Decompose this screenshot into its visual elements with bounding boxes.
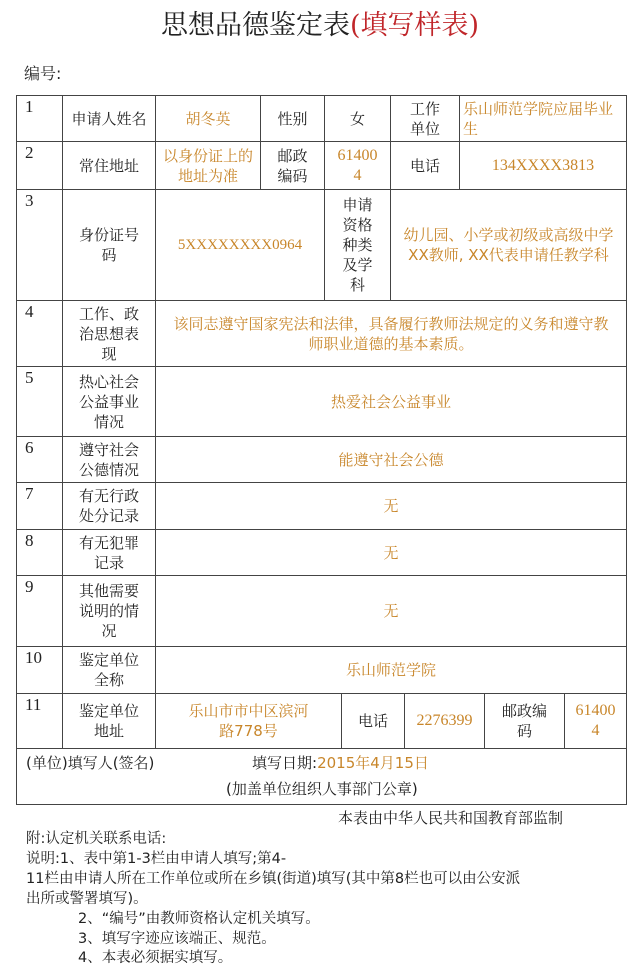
unit-name-label: 鉴定单位全称 [62,646,156,694]
public-welfare-value: 热爱社会公益事业 [155,366,627,437]
stamp-note: (加盖单位组织人事部门公章) [226,780,418,798]
row-number: 4 [16,300,63,367]
row-number: 6 [16,436,63,483]
address-label: 常住地址 [62,141,156,190]
other-label: 其他需要说明的情况 [62,575,156,647]
postcode-label: 邮政编码 [260,141,325,190]
row-number: 8 [16,529,63,576]
note-line: 附:认定机关联系电话: [26,831,167,847]
unit-phone-label: 电话 [341,693,405,749]
gender-label: 性别 [260,95,325,142]
row-number: 2 [16,141,63,190]
penalty-value: 无 [155,482,627,530]
gender-value: 女 [324,95,391,142]
note-line: 出所或警署填写)。 [26,891,148,907]
unit-address-label: 鉴定单位地址 [62,693,156,749]
unit-postcode-label: 邮政编码 [484,693,565,749]
fill-date-label: 填写日期: [252,754,318,772]
crime-label: 有无犯罪记录 [62,529,156,576]
note-line: 3、填写字迹应该端正、规范。 [78,931,276,947]
morality-value: 能遵守社会公德 [155,436,627,483]
title-sample: (填写样表) [349,10,480,41]
name-value: 胡冬英 [155,95,261,142]
row-number: 9 [16,575,63,647]
qualification-value: 幼儿园、小学或初级或高级中学XX教师, XX代表申请任教学科 [390,189,627,301]
note-line: 2、“编号”由教师资格认定机关填写。 [78,911,320,927]
row-number: 5 [16,366,63,437]
unit-phone-value: 2276399 [404,693,485,749]
number-label: 编号: [24,64,62,83]
title-main: 思想品德鉴定表 [160,10,350,41]
unit-address-value: 乐山市市中区滨河路778号 [155,693,342,749]
penalty-label: 有无行政处分记录 [62,482,156,530]
note-line: 11栏由申请人所在工作单位或所在乡镇(街道)填写(其中第8栏也可以由公安派 [26,871,521,887]
conduct-label: 工作、政治思想表现 [62,300,156,367]
morality-label: 遵守社会公德情况 [62,436,156,483]
supervised-by: 本表由中华人民共和国教育部监制 [338,809,564,827]
filler-signature-label: (单位)填写人(签名) [26,754,155,772]
id-label: 身份证号码 [62,189,156,301]
crime-value: 无 [155,529,627,576]
unit-name-value: 乐山师范学院 [155,646,627,694]
work-label: 工作单位 [390,95,460,142]
conduct-value: 该同志遵守国家宪法和法律，具备履行教师法规定的义务和遵守教师职业道德的基本素质。 [155,300,627,367]
postcode-value: 614004 [324,141,391,190]
address-value: 以身份证上的地址为准 [155,141,261,190]
row-number: 7 [16,482,63,530]
fill-date-value: 2015年4月15日 [317,754,429,772]
page-title [0,8,640,44]
id-value: 5XXXXXXXX0964 [155,189,325,301]
phone-label: 电话 [390,141,460,190]
phone-value: 134XXXX3813 [459,141,627,190]
name-label: 申请人姓名 [62,95,156,142]
qualification-label: 申请资格种类及学科 [324,189,391,301]
row-number: 11 [16,693,63,749]
public-welfare-label: 热心社会公益事业情况 [62,366,156,437]
note-line: 4、本表必须据实填写。 [78,950,233,966]
fill-date [252,753,429,773]
row-number: 1 [16,95,63,142]
unit-postcode-value: 614004 [564,693,627,749]
row-number: 10 [16,646,63,694]
note-line: 说明:1、表中第1-3栏由申请人填写;第4- [26,851,287,867]
work-value: 乐山师范学院应届毕业生 [459,95,627,142]
row-number: 3 [16,189,63,301]
other-value: 无 [155,575,627,647]
